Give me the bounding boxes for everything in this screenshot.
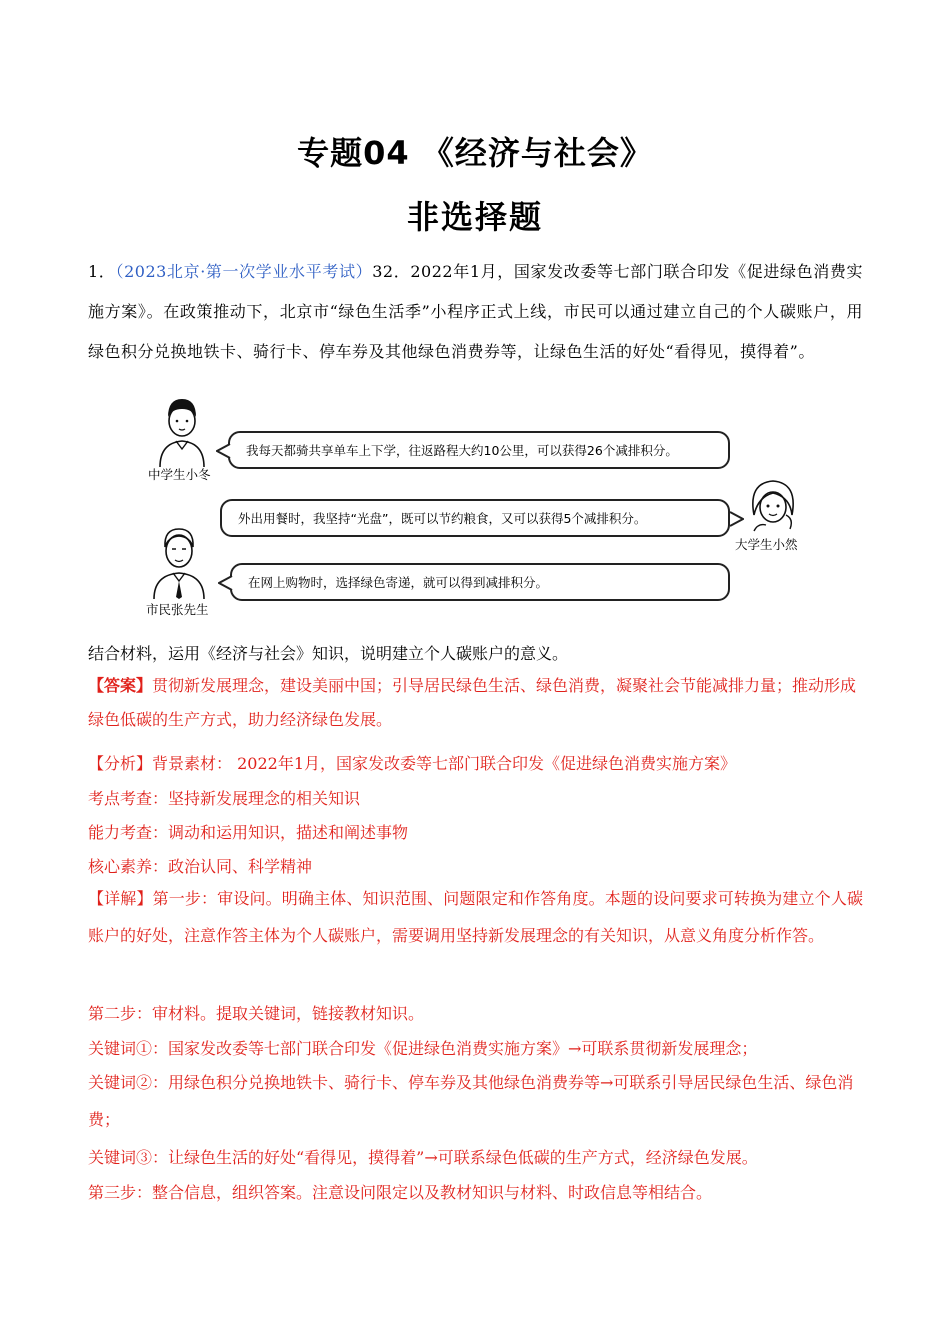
answer-text: 贯彻新发展理念，建设美丽中国；引导居民绿色生活、绿色消费，凝聚社会节能减排力量；推动形成绿色低碳的生产方式，助力经济绿色发展。 — [88, 676, 857, 729]
speech-text-1: 我每天都骑共享单车上下学，往返路程大约10公里，可以获得26个减排积分。 — [246, 443, 678, 458]
answer-block — [88, 669, 863, 737]
hexin-line: 核心素养：政治认同、科学精神 — [88, 857, 313, 876]
question-text — [88, 252, 863, 372]
citizen-man-icon — [148, 523, 210, 599]
kaodian-line: 考点考查：坚持新发展理念的相关知识 — [88, 789, 361, 808]
speaker-label-1: 中学生小冬 — [148, 467, 211, 482]
question-prompt: 结合材料，运用《经济与社会》知识，说明建立个人碳账户的意义。 — [88, 644, 569, 663]
speech-bubble-3 — [230, 563, 730, 601]
speaker-label-2: 大学生小然 — [735, 537, 798, 552]
keyword-1: 关键词①：国家发改委等七部门联合印发《促进绿色消费实施方案》→可联系贯彻新发展理念； — [88, 1039, 758, 1058]
nengli-line: 能力考查：调动和运用知识，描述和阐述事物 — [88, 823, 409, 842]
analysis-text: 背景素材： 2022年1月，国家发改委等七部门联合印发《促进绿色消费实施方案》 — [152, 754, 737, 773]
page-subtitle: 非选择题 — [406, 198, 543, 236]
student-boy-icon — [152, 395, 212, 467]
page-title: 专题04 《经济与社会》 — [297, 134, 653, 172]
speaker-label-3: 市民张先生 — [146, 602, 209, 617]
speech-text-2: 外出用餐时，我坚持“光盘”，既可以节约粮食，又可以获得5个减排积分。 — [238, 511, 647, 526]
student-girl-icon — [740, 475, 806, 537]
question-body: 32．2022年1月，国家发改委等七部门联合印发《促进绿色消费实施方案》。在政策推动下，北京市“绿色生活季”小程序正式上线，市民可以通过建立自己的个人碳账户，用绿色积分兑换地铁卡、骑行卡、停车券及其他绿色消费券等，让绿色生活的好处“看得见，摸得着”。 — [88, 262, 863, 361]
question-number: 1． — [88, 262, 116, 281]
illustration — [130, 395, 810, 620]
answer-tag: 【答案】 — [88, 676, 153, 695]
speech-bubble-2 — [220, 499, 730, 537]
analysis-line — [88, 751, 863, 774]
speech-text-3: 在网上购物时，选择绿色寄递，就可以得到减排积分。 — [248, 575, 549, 590]
detail-step3: 第三步：整合信息，组织答案。注意设问限定以及教材知识与材料、时政信息等相结合。 — [88, 1183, 713, 1202]
detail-step1 — [88, 880, 863, 954]
bubble-tail-3 — [218, 575, 234, 591]
speech-bubble-1 — [228, 431, 730, 469]
analysis-tag: 【分析】 — [88, 754, 153, 773]
keyword-2: 关键词②：用绿色积分兑换地铁卡、骑行卡、停车券及其他绿色消费券等→可联系引导居民绿色生活、绿色消费； — [88, 1073, 854, 1129]
detail-step2: 第二步：审材料。提取关键词，链接教材知识。 — [88, 1004, 425, 1023]
bubble-tail-1 — [216, 443, 232, 459]
detail-tag: 【详解】 — [88, 889, 153, 908]
detail-step1-text: 第一步：审设问。明确主体、知识范围、问题限定和作答角度。本题的设问要求可转换为建立个人碳账户的好处，注意作答主体为个人碳账户，需要调用坚持新发展理念的有关知识，从意义角度分析作答。 — [88, 889, 863, 945]
keyword-3: 关键词③：让绿色生活的好处“看得见，摸得着”→可联系绿色低碳的生产方式，经济绿色发展。 — [88, 1148, 758, 1167]
question-source: （2023北京·第一次学业水平考试） — [115, 262, 373, 281]
